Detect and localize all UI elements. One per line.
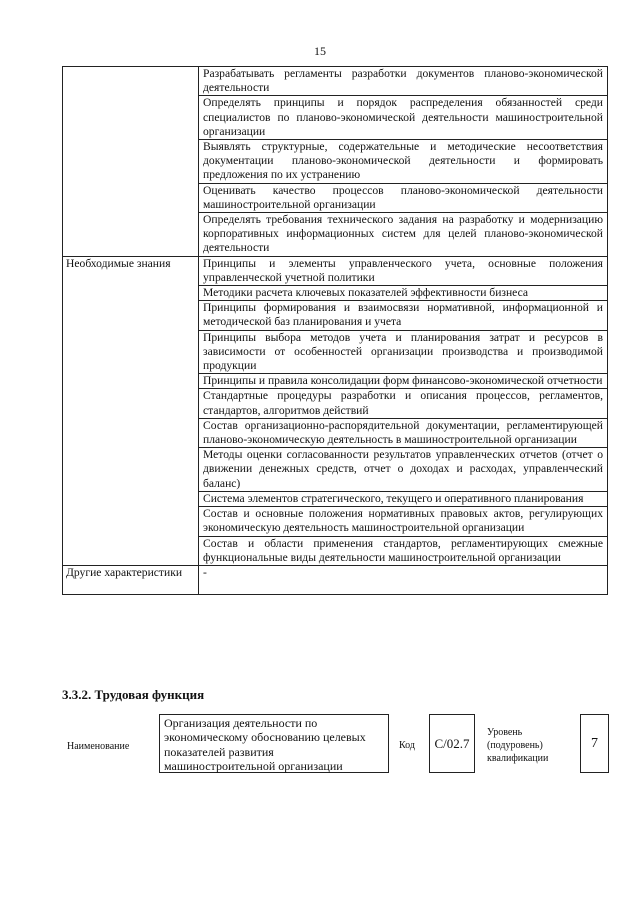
table-row <box>63 565 608 594</box>
other-characteristics-value: - <box>199 565 608 594</box>
function-name-box: Организация деятельности по экономическому обоснованию целевых показателей развития машиностроительной организации <box>159 714 389 773</box>
table-row <box>63 256 608 285</box>
skill-cell: Определять требования технического задания на разработку и модернизацию корпоративных информационных систем для целей планово-экономической деятельности <box>199 213 608 257</box>
knowledge-cell: Методики расчета ключевых показателей эффективности бизнеса <box>199 286 608 301</box>
code-box <box>429 714 475 773</box>
knowledge-cell: Методы оценки согласованности результатов управленческих отчетов (отчет о движении денежных средств, отчет о доходах и расходах, управленческий баланс) <box>199 448 608 492</box>
skill-cell: Оценивать качество процессов планово-экономической деятельности машиностроительной организации <box>199 183 608 212</box>
level-value: 7 <box>591 735 598 751</box>
knowledge-cell: Состав организационно-распорядительной документации, регламентирующей планово-экономическую деятельность в машиностроительной организации <box>199 418 608 447</box>
knowledge-cell: Принципы выбора методов учета и планирования затрат и ресурсов в зависимости от особенностей организации производства и производимой продукции <box>199 330 608 374</box>
code-value: C/02.7 <box>434 735 470 751</box>
requirements-table <box>62 66 608 595</box>
name-label: Наименование <box>67 741 130 752</box>
knowledge-label: Необходимые знания <box>63 256 199 565</box>
section-heading: 3.3.2. Трудовая функция <box>62 687 205 702</box>
level-label: Уровень (подуровень) квалификации <box>487 727 549 764</box>
skill-cell: Определять принципы и порядок распределения обязанностей среди специалистов по планово-экономической деятельности машиностроительной организации <box>199 96 608 140</box>
level-box <box>580 714 609 773</box>
knowledge-cell: Стандартные процедуры разработки и описания процессов, регламентов, стандартов, алгоритмов действий <box>199 389 608 418</box>
other-characteristics-label: Другие характеристики <box>63 565 199 594</box>
knowledge-cell: Принципы формирования и взаимосвязи нормативной, информационной и методической баз планирования и учета <box>199 301 608 330</box>
page-number: 15 <box>314 44 326 58</box>
knowledge-cell: Система элементов стратегического, текущего и оперативного планирования <box>199 491 608 506</box>
skill-cell: Разрабатывать регламенты разработки документов планово-экономической деятельности <box>199 67 608 96</box>
knowledge-cell: Принципы и правила консолидации форм финансово-экономической отчетности <box>199 374 608 389</box>
table-row <box>63 67 608 96</box>
knowledge-cell: Принципы и элементы управленческого учета, основные положения управленческой учетной политики <box>199 256 608 285</box>
knowledge-cell: Состав и основные положения нормативных правовых актов, регулирующих экономическую деятельность машиностроительной организации <box>199 507 608 536</box>
skill-cell: Выявлять структурные, содержательные и методические несоответствия документации планово-экономической деятельности и формировать предложения по их устранению <box>199 140 608 184</box>
knowledge-cell: Состав и области применения стандартов, регламентирующих смежные функциональные виды деятельности машиностроительной организации <box>199 536 608 565</box>
code-label: Код <box>399 740 415 751</box>
empty-label-cell <box>63 67 199 257</box>
